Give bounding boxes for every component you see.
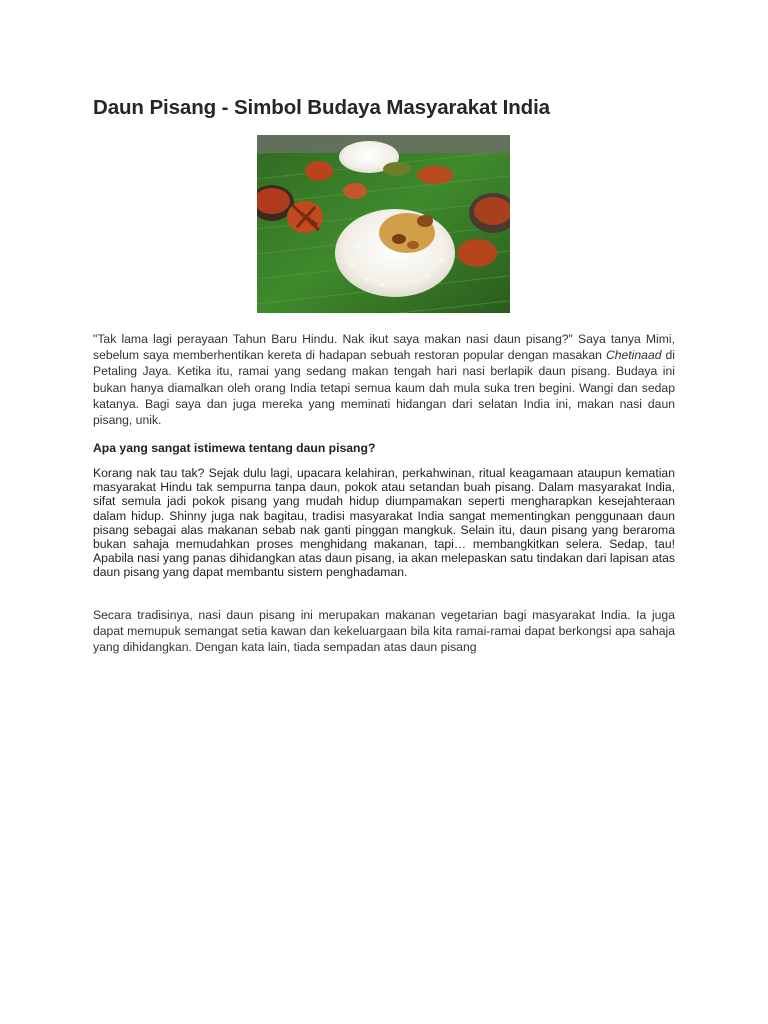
intro-emphasis: Chetinaad	[605, 348, 662, 363]
intro-text-1: "Tak lama lagi perayaan Tahun Baru Hindu. Nak ikut saya makan nasi daun pisang?" Saya tanya Mimi, sebelum saya memberhentikan kereta di hadapan sebuah restoran popular dengan masakan	[93, 332, 675, 363]
banana-leaf-meal-photo	[257, 135, 510, 313]
paragraph-intro	[93, 331, 675, 428]
body-text: Korang nak tau tak? Sejak dulu lagi, upacara kelahiran, perkahwinan, ritual keagamaan ataupun kematian masyarakat Hindu tak sempurna tanpa daun, pokok atau setandan buah pisang. Dalam masyarakat India, sifat semula jadi pokok pisang yang mudah hidup diumpamakan seperti mengharapkan kesejahteraan dalam hidup. Shinny juga nak bagitau, tradisi masyarakat India sangat mementingkan penggunaan daun pisang sebagai alas makanan sebab nak ganti pinggan mangkuk. Selain itu, daun pisang yang beraroma bukan sahaja memudahkan proses menghidang makanan, tapi… membangkitkan selera. Sedap, tau! Apabila nasi yang panas dihidangkan atas daun pisang, ia akan melepaskan satu tindakan dari lapisan atas daun pisang yang dapat membantu sistem penghadaman.	[93, 466, 675, 580]
section-subheading: Apa yang sangat istimewa tentang daun pisang?	[93, 441, 376, 455]
paragraph-body	[93, 466, 675, 580]
page-title: Daun Pisang - Simbol Budaya Masyarakat India	[93, 96, 550, 119]
closing-text: Secara tradisinya, nasi daun pisang ini merupakan makanan vegetarian bagi masyarakat India. Ia juga dapat memupuk semangat setia kawan dan kekeluargaan bila kita ramai-ramai dapat berkongsi apa sahaja yang dihidangkan. Dengan kata lain, tiada sempadan atas daun pisang	[93, 608, 675, 655]
paragraph-closing	[93, 607, 675, 656]
intro-text-2: di Petaling Jaya. Ketika itu, ramai yang sedang makan tengah hari nasi berlapik daun pisang. Budaya ini bukan hanya diamalkan oleh orang India tetapi semua kaum dah mula suka tren begini. Wangi dan sedap katanya. Bagi saya dan juga mereka yang meminati hidangan dari selatan India ini, makan nasi daun pisang, unik.	[93, 348, 676, 428]
